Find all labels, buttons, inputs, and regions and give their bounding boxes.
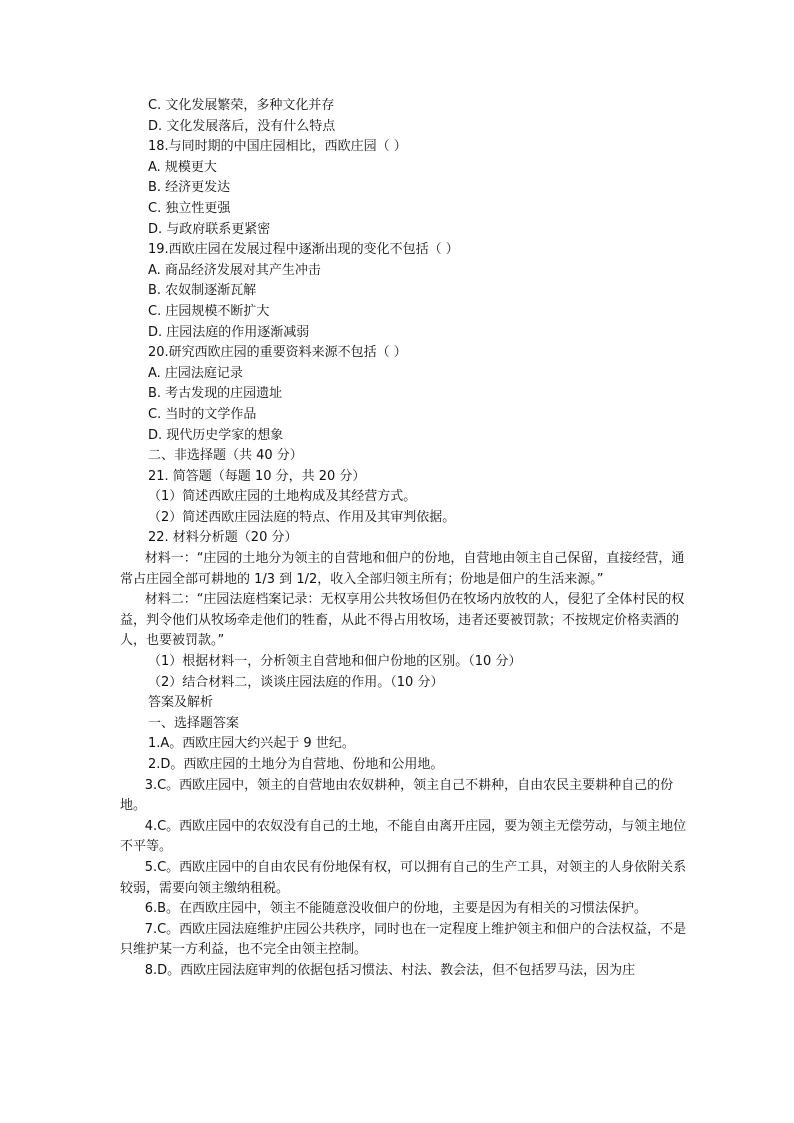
question-21-1: （1）简述西欧庄园的土地构成及其经营方式。 <box>148 489 417 505</box>
option-18d: D. 与政府联系更紧密 <box>148 221 271 237</box>
answer-8: 8.D。西欧庄园法庭审判的依据包括习惯法、村法、教会法，但不包括罗马法，因为庄 <box>144 962 636 978</box>
answer-2: 2.D。西欧庄园的土地分为自营地、份地和公用地。 <box>148 757 444 772</box>
option-19c: C. 庄园规模不断扩大 <box>148 303 270 319</box>
answer-5: 5.C。西欧庄园中的自由农民有份地保有权，可以拥有自己的生产工具，对领主的人身依附关系较弱，需要向领主缴纳租税。 <box>120 859 687 896</box>
answer-4: 4.C。西欧庄园中的农奴没有自己的土地，不能自由离开庄园，要为领主无偿劳动，与领主地位不平等。 <box>120 818 687 855</box>
option-18b: B. 经济更发达 <box>148 180 231 196</box>
document-body <box>120 96 688 982</box>
question-22-1: （1）根据材料一，分析领主自营地和佃户份地的区别。（10 分） <box>148 654 522 670</box>
answer-1: 1.A。西欧庄园大约兴起于 9 世纪。 <box>148 736 355 752</box>
question-19: 19.西欧庄园在发展过程中逐渐出现的变化不包括（ ） <box>148 242 459 258</box>
option-19a: A. 商品经济发展对其产生冲击 <box>148 262 321 278</box>
material-2: 材料二：“庄园法庭档案记录：无权享用公共牧场但仍在牧场内放牧的人，侵犯了全体村民的权益，判令他们从牧场牵走他们的牲畜，从此不得占用牧场，违者还要被罚款；不按规定价格卖酒的人，也要被罚款。” <box>120 592 685 649</box>
question-20: 20.研究西欧庄园的重要资料来源不包括（ ） <box>148 345 407 361</box>
option-20b: B. 考古发现的庄园遗址 <box>148 386 283 402</box>
question-21-2: （2）简述西欧庄园法庭的特点、作用及其审判依据。 <box>148 509 456 525</box>
answer-3: 3.C。西欧庄园中，领主的自营地由农奴耕种，领主自己不耕种，自由农民主要耕种自己的份地。 <box>120 777 674 814</box>
question-22-2: （2）结合材料二，谈谈庄园法庭的作用。（10 分） <box>148 674 444 690</box>
option-20c: C. 当时的文学作品 <box>148 406 257 422</box>
option-19d: D. 庄园法庭的作用逐渐减弱 <box>148 324 310 340</box>
question-21: 21. 简答题（每题 10 分，共 20 分） <box>148 468 366 484</box>
option-17c: C. 文化发展繁荣，多种文化并存 <box>148 98 335 113</box>
material-1: 材料一：“庄园的土地分为领主的自营地和佃户的份地，自营地由领主自己保留，直接经营，通常占庄园全部可耕地的 1/3 到 1/2，收入全部归领主所有；份地是佃户的生活来源。” <box>120 551 685 587</box>
option-20a: A. 庄园法庭记录 <box>148 365 243 381</box>
answers-heading: 答案及解析 <box>148 695 214 711</box>
section-heading-2: 二、非选择题（共 40 分） <box>148 448 303 464</box>
question-22: 22. 材料分析题（20 分） <box>148 530 298 546</box>
answers-section-1: 一、选择题答案 <box>148 715 240 731</box>
option-19b: B. 农奴制逐渐瓦解 <box>148 283 257 299</box>
option-20d: D. 现代历史学家的想象 <box>148 427 284 443</box>
answer-7: 7.C。西欧庄园法庭维护庄园公共秩序，同时也在一定程度上维护领主和佃户的合法权益，不是只维护某一方利益，也不完全由领主控制。 <box>120 921 687 958</box>
option-18a: A. 规模更大 <box>148 159 217 175</box>
option-17d: D. 文化发展落后，没有什么特点 <box>148 118 336 134</box>
answer-6: 6.B。在西欧庄园中，领主不能随意没收佃户的份地，主要是因为有相关的习惯法保护。 <box>144 901 648 917</box>
question-18: 18.与同时期的中国庄园相比，西欧庄园（ ） <box>148 139 407 155</box>
option-18c: C. 独立性更强 <box>148 200 231 216</box>
